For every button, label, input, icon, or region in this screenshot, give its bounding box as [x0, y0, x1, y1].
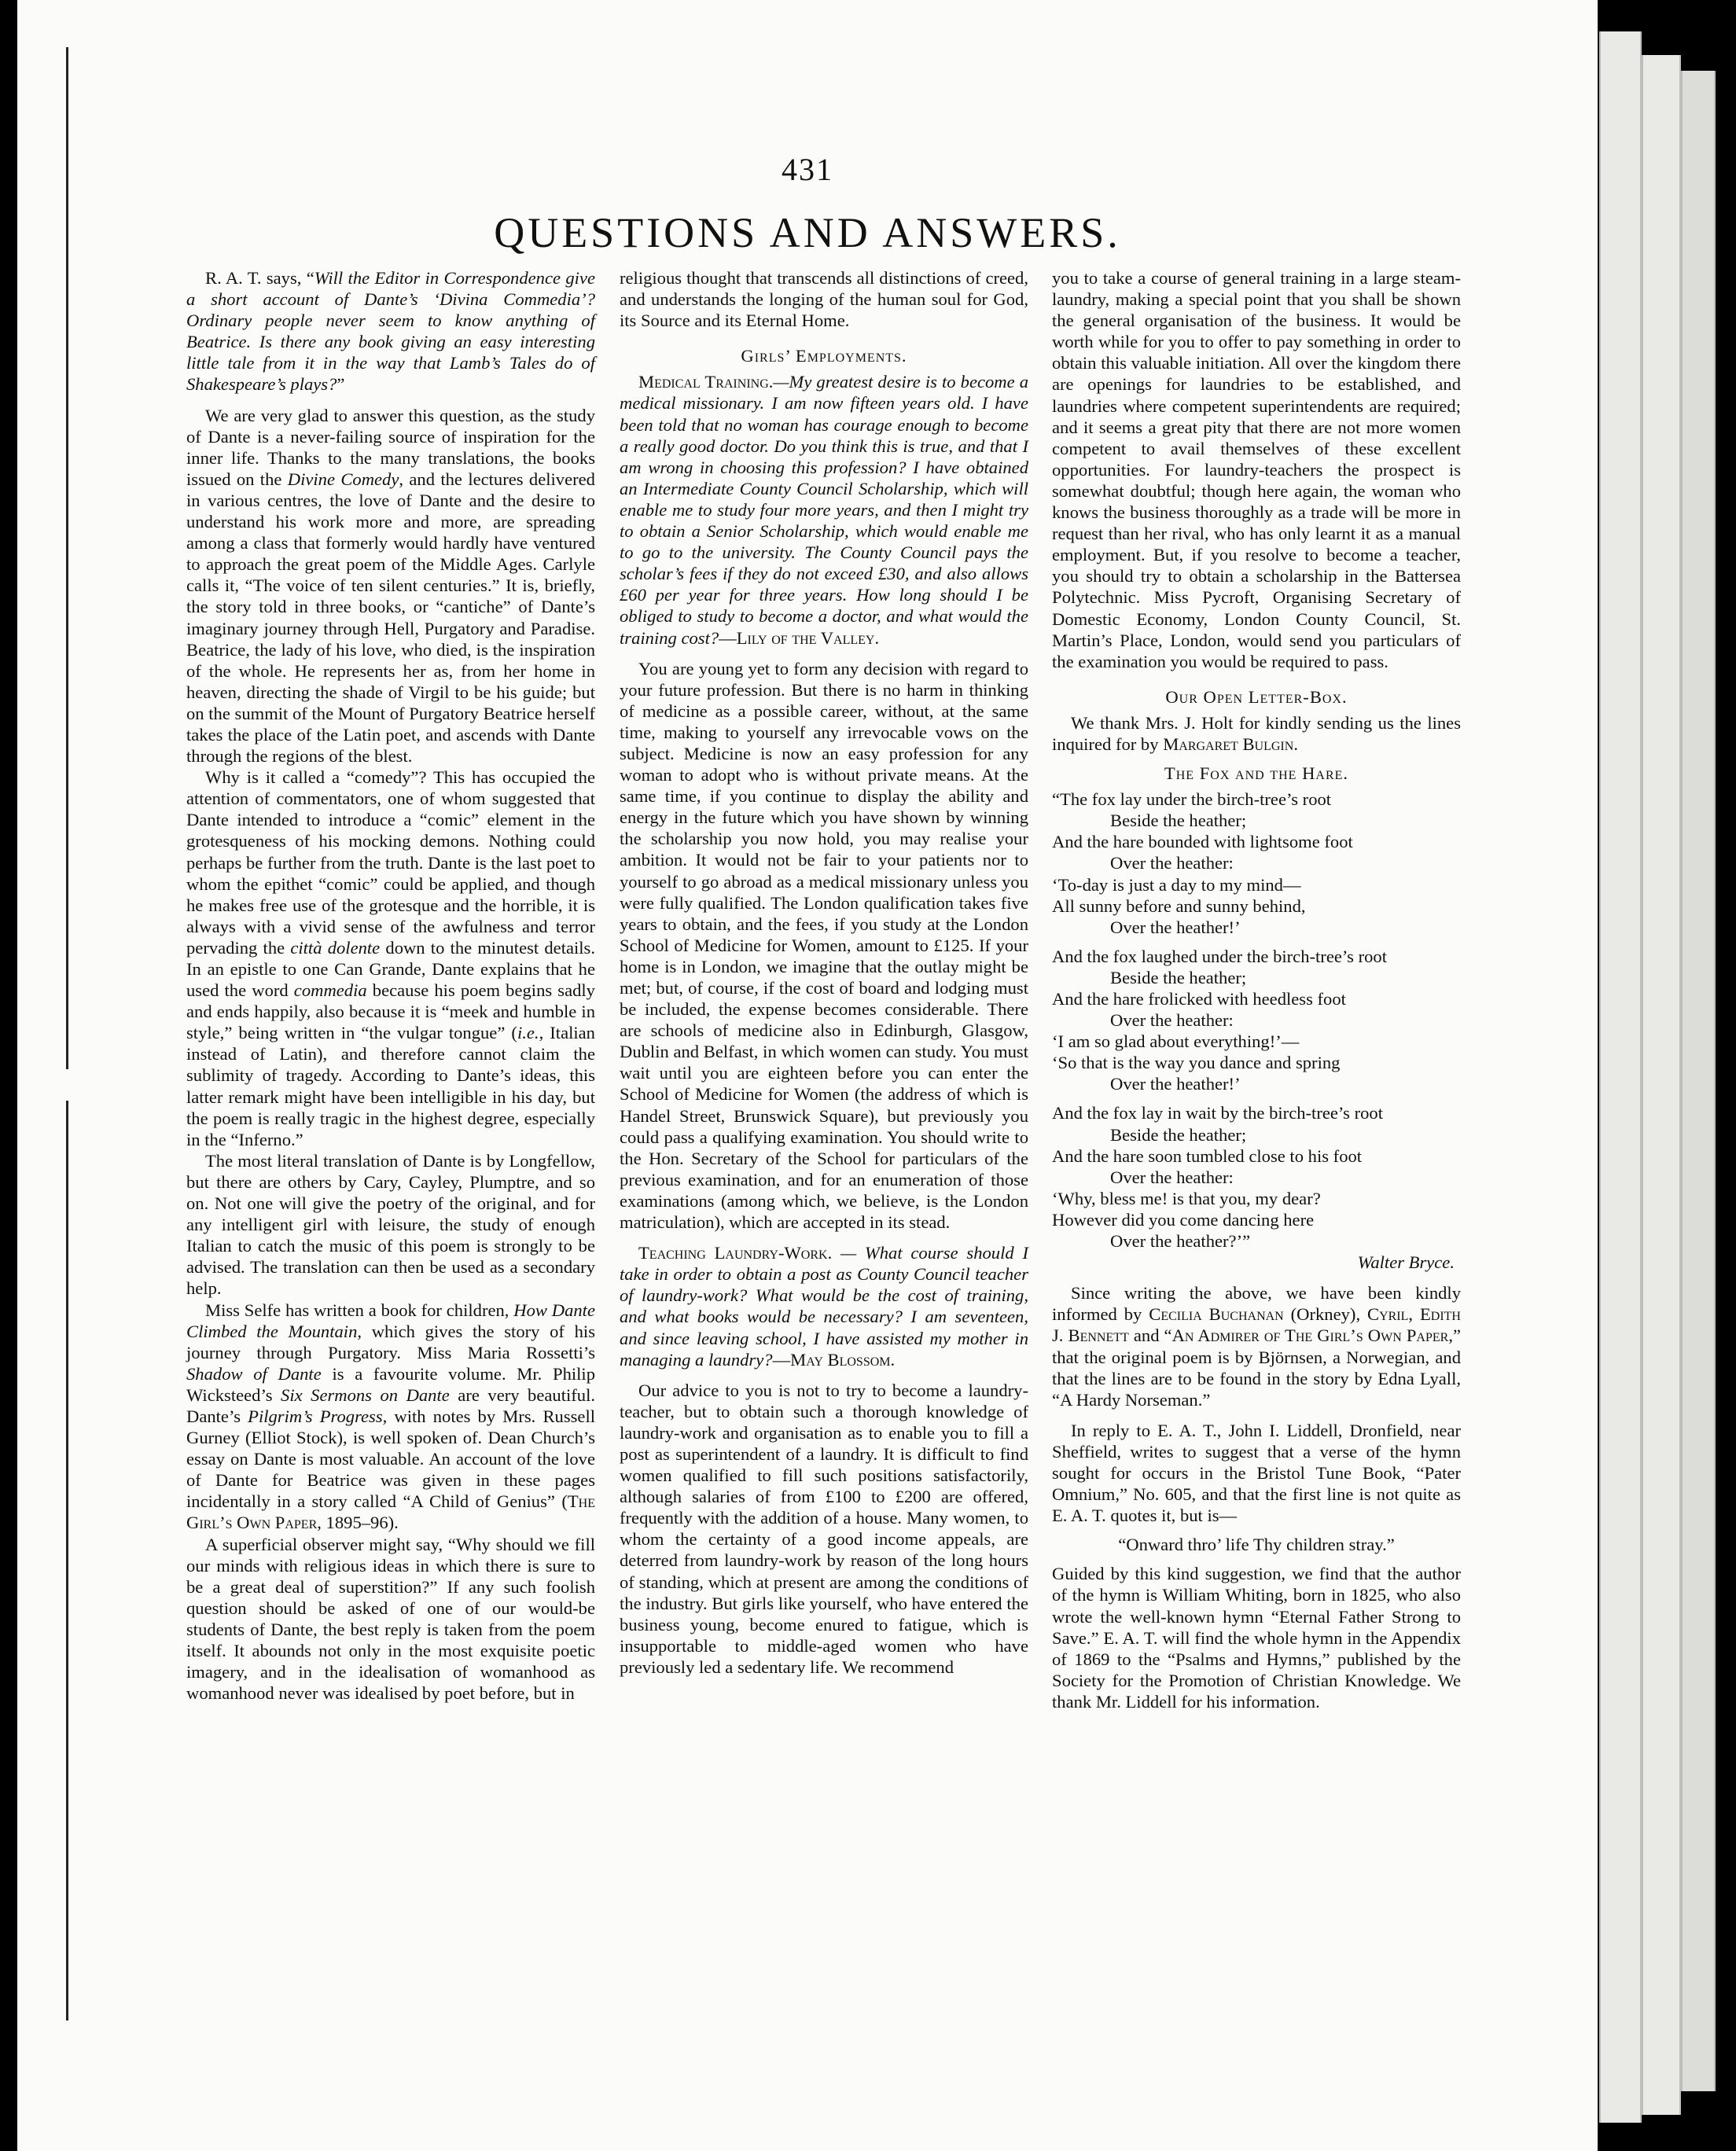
- question-rat: R. A. T. says, “Will the Editor in Correspondence give a short account of Dante’s ‘Divina Commedia’? Ordinary people never seem to know anything of Beatrice. Is there any book giving an easy interesting little tale from it in the way that Lamb’s Tales do of Shakespeare’s plays?”: [186, 268, 596, 395]
- answer-dante-p2: Why is it called a “comedy”? This has occupied the attention of commentators, one of whom suggested that Dante intended to introduce a “comic” element in the grotesqueness of his mocking demons. Nothing could perhaps be further from the truth. Dante is the last poet to whom the epithet “comic” could be applied, and though he makes free use of the grotesque and the horrible, it is always with a vivid sense of the awfulness and terror pervading the città dolente down to the minutest details. In an epistle to one Can Grande, Dante explains that he used the word commedia because his poem begins sadly and ends happily, also because it is “meek and humble in style,” being written in “the vulgar tongue” (i.e., Italian instead of Latin), and therefore cannot claim the sublimity of tragedy. According to Dante’s ideas, this latter remark might have been intelligible in his day, but the poem is really tragic in the highest degree, especially in the “Inferno.”: [186, 767, 596, 1149]
- page-edge-3: [1681, 71, 1716, 2091]
- answer-laundry: Our advice to you is not to try to become a laundry-teacher, but to obtain such a thorough knowledge of laundry-work and organisation as to enable you to fill a post as superintendent of a laundry. It is difficult to find women qualified to fill such positions satisfactorily, although salaries of from £100 to £200 are offered, frequently with the addition of a house. Many women, to whom the certainty of a good income appeals, are deterred from laundry-work by reason of the long hours of standing, which at present are among the conditions of the industry. But girls like yourself, who have entered the business young, become enured to fatigue, which is insupportable to middle-aged women who have previously led a sedentary life. We recommend: [620, 1380, 1028, 1677]
- answer-dante-continued: religious thought that transcends all distinctions of creed, and understands the longing of the human soul for God, its Source and its Eternal Home.: [620, 268, 1028, 331]
- question-laundry: Teaching Laundry-Work. — What course should I take in order to obtain a post as County Council teacher of laundry-work? What would be the cost of training, and what books would be necessary? I am seventeen, and since leaving school, I have assisted my mother in managing a laundry?—May Blossom.: [620, 1243, 1028, 1370]
- poem-line: Beside the heather;: [1110, 811, 1247, 831]
- poem-line: Over the heather!’: [1110, 917, 1241, 937]
- page-number: 431: [782, 152, 833, 187]
- page-title: QUESTIONS AND ANSWERS.: [494, 209, 1121, 256]
- poem-line: ‘So that is the way you dance and spring: [1052, 1053, 1341, 1073]
- poem-line: ‘Why, bless me! is that you, my dear?: [1052, 1188, 1321, 1208]
- answer-medical: You are young yet to form any decision with regard to your future profession. But there is no harm in thinking of medicine as a possible career, without, at the same time, making to yourself any irrevocable vows on the subject. Medicine is now an easy profession for any woman to adopt who is without private means. At the same time, if you continue to display the ability and energy in the future which you have shown by winning the scholarship you now hold, you may realise your ambition. It would not be fair to your patients nor to yourself to go abroad as a medical missionary unless you were fully qualified. The London qualification takes five years to obtain, and the fees, if you study at the London School of Medicine for Women, amount to £125. If your home is in London, we imagine that the outlay might be met; but, of course, if the cost of board and lodging must be included, the expense becomes considerable. There are schools of medicine also in Edinburgh, Glasgow, Dublin and Belfast, in which women can study. You must wait until you are eighteen before you can enter the School of Medicine for Women (the address of which is Handel Street, Brunswick Square), but previously you could pass a qualifying examination. You should write to the Hon. Secretary of the School for particulars of the previous examination, and for an enumeration of those examinations (among which, we believe, is the London matriculation), which are accepted in its stead.: [620, 658, 1028, 1233]
- poem-stanza-break: [1052, 938, 1461, 946]
- poem-line: Beside the heather;: [1110, 967, 1247, 987]
- poem-line: ‘To-day is just a day to my mind—: [1052, 874, 1301, 895]
- since-writing: Since writing the above, we have been kindly informed by Cecilia Buchanan (Orkney), Cyril, Edith J. Bennett and “An Admirer of The Girl’s Own Paper,” that the original poem is by Björnsen, a Norwegian, and that the lines are to be found in the story by Edna Lyall, “A Hardy Norseman.”: [1052, 1283, 1461, 1410]
- poem-line: And the hare soon tumbled close to his foot: [1052, 1145, 1363, 1166]
- page-sheet: [17, 0, 1598, 2151]
- hymn-first-line: “Onward thro’ life Thy children stray.”: [1118, 1535, 1395, 1555]
- binding-line-bottom: [66, 1101, 68, 2020]
- binding-line-top: [66, 47, 68, 1069]
- column-3: [1052, 267, 1461, 1712]
- poem-fox-and-hare: [1052, 789, 1461, 1252]
- poem-line: Over the heather?’”: [1110, 1231, 1251, 1252]
- poem-stanza-break: [1052, 1094, 1461, 1102]
- poem-line: And the fox lay in wait by the birch-tree’s root: [1052, 1103, 1384, 1123]
- poem-line: However did you come dancing here: [1052, 1209, 1315, 1230]
- heading-open-letter-box: Our Open Letter-Box.: [1165, 686, 1348, 707]
- thanks-holt: We thank Mrs. J. Holt for kindly sending us the lines inquired for by Margaret Bulgin.: [1052, 712, 1461, 754]
- reply-eat: In reply to E. A. T., John I. Liddell, Dronfield, near Sheffield, writes to suggest that a verse of the hymn sought for occurs in the Bristol Tune Book, “Pater Omnium,” No. 605, and that the first line is not quite as E. A. T. quotes it, but is—: [1052, 1420, 1461, 1526]
- column-1: [186, 267, 595, 1704]
- poem-line: And the fox laughed under the birch-tree’s root: [1052, 946, 1388, 966]
- poem-title: The Fox and the Hare.: [1164, 763, 1349, 784]
- poem-line: Over the heather:: [1110, 1167, 1234, 1187]
- poem-line: And the hare frolicked with heedless foot: [1052, 989, 1346, 1009]
- answer-dante-p4: Miss Selfe has written a book for children, How Dante Climbed the Mountain, which gives the story of his journey through Purgatory. Miss Maria Rossetti’s Shadow of Dante is a favourite volume. Mr. Philip Wicksteed’s Six Sermons on Dante are very beautiful. Dante’s Pilgrim’s Progress, with notes by Mrs. Russell Gurney (Elliot Stock), is well spoken of. Dean Church’s essay on Dante is most valuable. An account of the love of Dante for Beatrice was given in these pages incidentally in a story called “A Child of Genius” (The Girl’s Own Paper, 1895–96).: [186, 1300, 596, 1533]
- answer-laundry-continued: you to take a course of general training in a large steam-laundry, making a special point that you shall be shown the general organisation of the business. It would be worth while for you to offer to pay something in order to obtain this valuable initiation. All over the kingdom there are openings for laundries to be established, and laundries where competent superintendents are required; and it seems a great pity that there are not more women competent to avail themselves of these excellent opportunities. For laundry-teachers the prospect is somewhat doubtful; though here again, the woman who knows the business thoroughly as a trade will be more in request than her rival, who has only learnt it as a manual employment. But, if you resolve to become a teacher, you should try to obtain a scholarship in the Battersea Polytechnic. Miss Pycroft, Organising Secretary of Domestic Economy, London County Council, St. Martin’s Place, London, would send you particulars of the examination you would be required to pass.: [1052, 268, 1461, 671]
- page-edge-2: [1642, 55, 1681, 2115]
- poem-line: And the hare bounded with lightsome foot: [1052, 832, 1353, 852]
- heading-girls-employments: Girls’ Employments.: [741, 346, 907, 366]
- column-2: [620, 267, 1028, 1678]
- poem-line: Over the heather:: [1110, 1010, 1234, 1031]
- answer-dante-p5: A superficial observer might say, “Why should we fill our minds with religious ideas in which there is sure to be a great deal of superstition?” If any such foolish question should be asked of one of our would-be students of Dante, the best reply is taken from the poem itself. It abounds not only in the most exquisite poetic imagery, and in the idealisation of womanhood as womanhood never was idealised by poet before, but in: [186, 1534, 595, 1704]
- page-edge-1: [1599, 31, 1642, 2123]
- answer-dante-p3: The most literal translation of Dante is by Longfellow, but there are others by Cary, Cayley, Plumptre, and so on. Not one will give the poetry of the original, and for any intelligent girl with leisure, the study of enough Italian to catch the music of this poem is strongly to be advised. The translation can then be used as a secondary help.: [186, 1150, 595, 1299]
- poem-line: Over the heather:: [1110, 853, 1234, 873]
- poem-author: Walter Bryce.: [1357, 1252, 1455, 1273]
- poem-line: Over the heather!’: [1110, 1074, 1241, 1094]
- poem-line: Beside the heather;: [1110, 1124, 1247, 1145]
- question-medical: Medical Training.—My greatest desire is to become a medical missionary. I am now fifteen years old. I have been told that no woman has courage enough to become a really good doctor. Do you think this is true, and that I am wrong in choosing this profession? I have obtained an Intermediate County Council Scholarship, which will enable me to study four more years, and then I might try to obtain a Senior Scholarship, which would enable me to go to the university. The County Council pays the scholar’s fees if they do not exceed £30, and also allows £60 per year for three years. How long should I be obliged to study to become a doctor, and what would the training cost?—Lily of the Valley.: [620, 372, 1029, 648]
- poem-line: “The fox lay under the birch-tree’s root: [1052, 789, 1332, 810]
- poem-line: ‘I am so glad about everything!’—: [1052, 1031, 1300, 1052]
- answer-dante-p1: We are very glad to answer this question, as the study of Dante is a never-failing source of inspiration for the inner life. Thanks to the many translations, the books issued on the Divine Comedy, and the lectures delivered in various centres, the love of Dante and the desire to understand his work more and more, are spreading among a class that formerly would hardly have ventured to approach the great poem of the Middle Ages. Carlyle calls it, “The voice of ten silent centuries.” It is, briefly, the story told in three books, or “cantiche” of Dante’s imaginary journey through Hell, Purgatory and Paradise. Beatrice, the lady of his love, who died, is the inspiration of the whole. He represents her as, from her home in heaven, directing the shade of Virgil to be his guide; but on the summit of the Mount of Purgatory Beatrice herself takes the place of the Latin poet, and ascends with Dante through the regions of the blest.: [186, 405, 595, 767]
- poem-line: All sunny before and sunny behind,: [1052, 895, 1306, 916]
- guided-paragraph: Guided by this kind suggestion, we find that the author of the hymn is William Whiting, born in 1825, who also wrote the well-known hymn “Eternal Father Strong to Save.” E. A. T. will find the whole hymn in the Appendix of 1869 to the “Psalms and Hymns,” published by the Society for the Promotion of Christian Knowledge. We thank Mr. Liddell for his information.: [1052, 1564, 1461, 1712]
